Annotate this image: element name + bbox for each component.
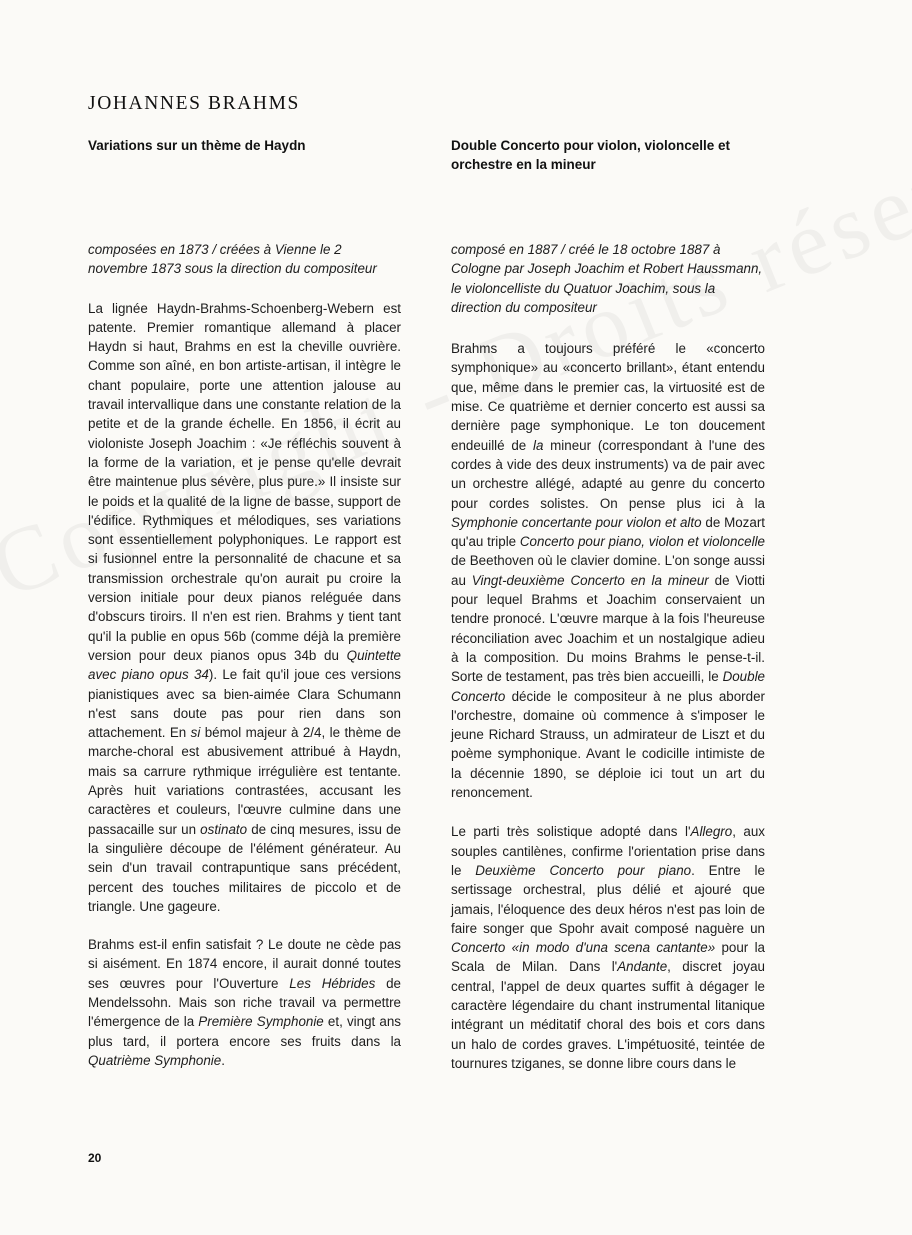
right-paragraph-2: Le parti très solistique adopté dans l'Allegro, aux souples cantilènes, confirme l'orientation prise dans le Deuxième Concerto pour piano. Entre le sertissage orchestral, plus délié et ajouré que jamais, l'éloquence des deux héros n'est pas loin de faire songer que Spohr avait composé naguère un Concerto «in modo d'una scena cantante» pour la Scala de Milan. Dans l'Andante, discret joyau central, l'appel de deux quartes suffit à dégager le caractère légendaire du chant instrumental litanique intégrant un méditatif choral des bois et cors dans un halo de cordes graves. L'impétuosité, teintée de tournures tziganes, se donne libre cours dans le: [451, 824, 765, 1071]
left-paragraph-1: La lignée Haydn-Brahms-Schoenberg-Webern est patente. Premier romantique allemand à placer Haydn si haut, Brahms en est la cheville ouvrière. Comme son aîné, en bon artiste-artisan, il intègre le chant populaire, porte une attention jalouse au travail intervallique dans une constante relation de la petite et de la grande échelle. En 1856, il écrit au violoniste Joseph Joachim : «Je réfléchis souvent à la forme de la variation, et je pense qu'elle devrait être maintenue plus sévère, plus pure.» Il insiste sur le poids et la qualité de la ligne de basse, support de l'édifice. Rythmiques et mélodiques, ses variations sont essentiellement polyphoniques. Le rapport est si fusionnel entre la personnalité de chacune et sa transmission orchestrale qu'on aurait pu croire la version initiale pour deux pianos reléguée dans d'obscurs tiroirs. Il n'en est rien. Brahms y tient tant qu'il la publie en opus 56b (comme déjà la première version pour deux pianos opus 34b du Quintette avec piano opus 34). Le fait qu'il joue ces versions pianistiques avec sa bien-aimée Clara Schumann n'est sans doute pas pour rien dans son attachement. En si bémol majeur à 2/4, le thème de marche-choral est abusivement attribué à Haydn, mais sa carrure rythmique irrégulière est tentante. Après huit variations contrastées, accusant les caractères et couleurs, l'œuvre culmine dans une passacaille sur un ostinato de cinq mesures, issu de la singulière découpe de l'élément générateur. Au sein d'un travail contrapuntique sans précédent, percent des touches militaires de piccolo et de triangle. Une gageure.: [88, 300, 402, 914]
left-column: [88, 136, 401, 1070]
page-number: 20: [88, 1151, 102, 1165]
right-paragraph-1: Brahms a toujours préféré le «concerto symphonique» au «concerto brillant», étant entendu que, même dans le premier cas, la virtuosité est de mise. Ce quatrième et dernier concerto est aussi sa dernière page symphonique. Le ton doucement endeuillé de la mineur (correspondant à l'une des cordes à vide des deux instruments) va de pair avec un orchestre allégé, adapté au genre du concerto pour cordes solistes. On pense plus ici à la Symphonie concertante pour violon et alto de Mozart qu'au triple Concerto pour piano, violon et violoncelle de Beethoven où le clavier domine. L'on songe aussi au Vingt-deuxième Concerto en la mineur de Viotti pour lequel Brahms et Joachim conservaient un tendre pronocé. L'œuvre marque à la fois l'heureuse réconciliation avec Joachim et un nostalgique adieu à la composition. Du moins Brahms le pense-t-il. Sorte de testament, pas très bien accueilli, le Double Concerto décide le compositeur à ne plus aborder l'orchestre, domaine où commence à s'imposer le jeune Richard Strauss, un admirateur de Liszt et du poème symphonique. Avant le codicille intimiste de la décennie 1890, se déploie ici tout un art du renoncement.: [451, 341, 765, 801]
right-work-title: Double Concerto pour violon, violoncelle et orchestre en la mineur: [451, 138, 731, 172]
composer-heading: JOHANNES BRAHMS: [88, 93, 300, 114]
right-column: [451, 136, 765, 1073]
right-work-info: composé en 1887 / créé le 18 octobre 1887 à Cologne par Joseph Joachim et Robert Haussmann, le violoncelliste du Quatuor Joachim, sous la direction du compositeur: [451, 242, 763, 315]
left-work-title: Variations sur un thème de Haydn: [88, 138, 306, 153]
left-paragraph-2: Brahms est-il enfin satisfait ? Le doute ne cède pas si aisément. En 1874 encore, il aurait donné toutes ses œuvres pour l'Ouverture Les Hébrides de Mendelssohn. Mais son riche travail va permettre l'émergence de la Première Symphonie et, vingt ans plus tard, il portera encore ses fruits dans la Quatrième Symphonie.: [88, 937, 401, 1068]
left-work-info: composées en 1873 / créées à Vienne le 2 novembre 1873 sous la direction du compositeur: [88, 242, 377, 277]
